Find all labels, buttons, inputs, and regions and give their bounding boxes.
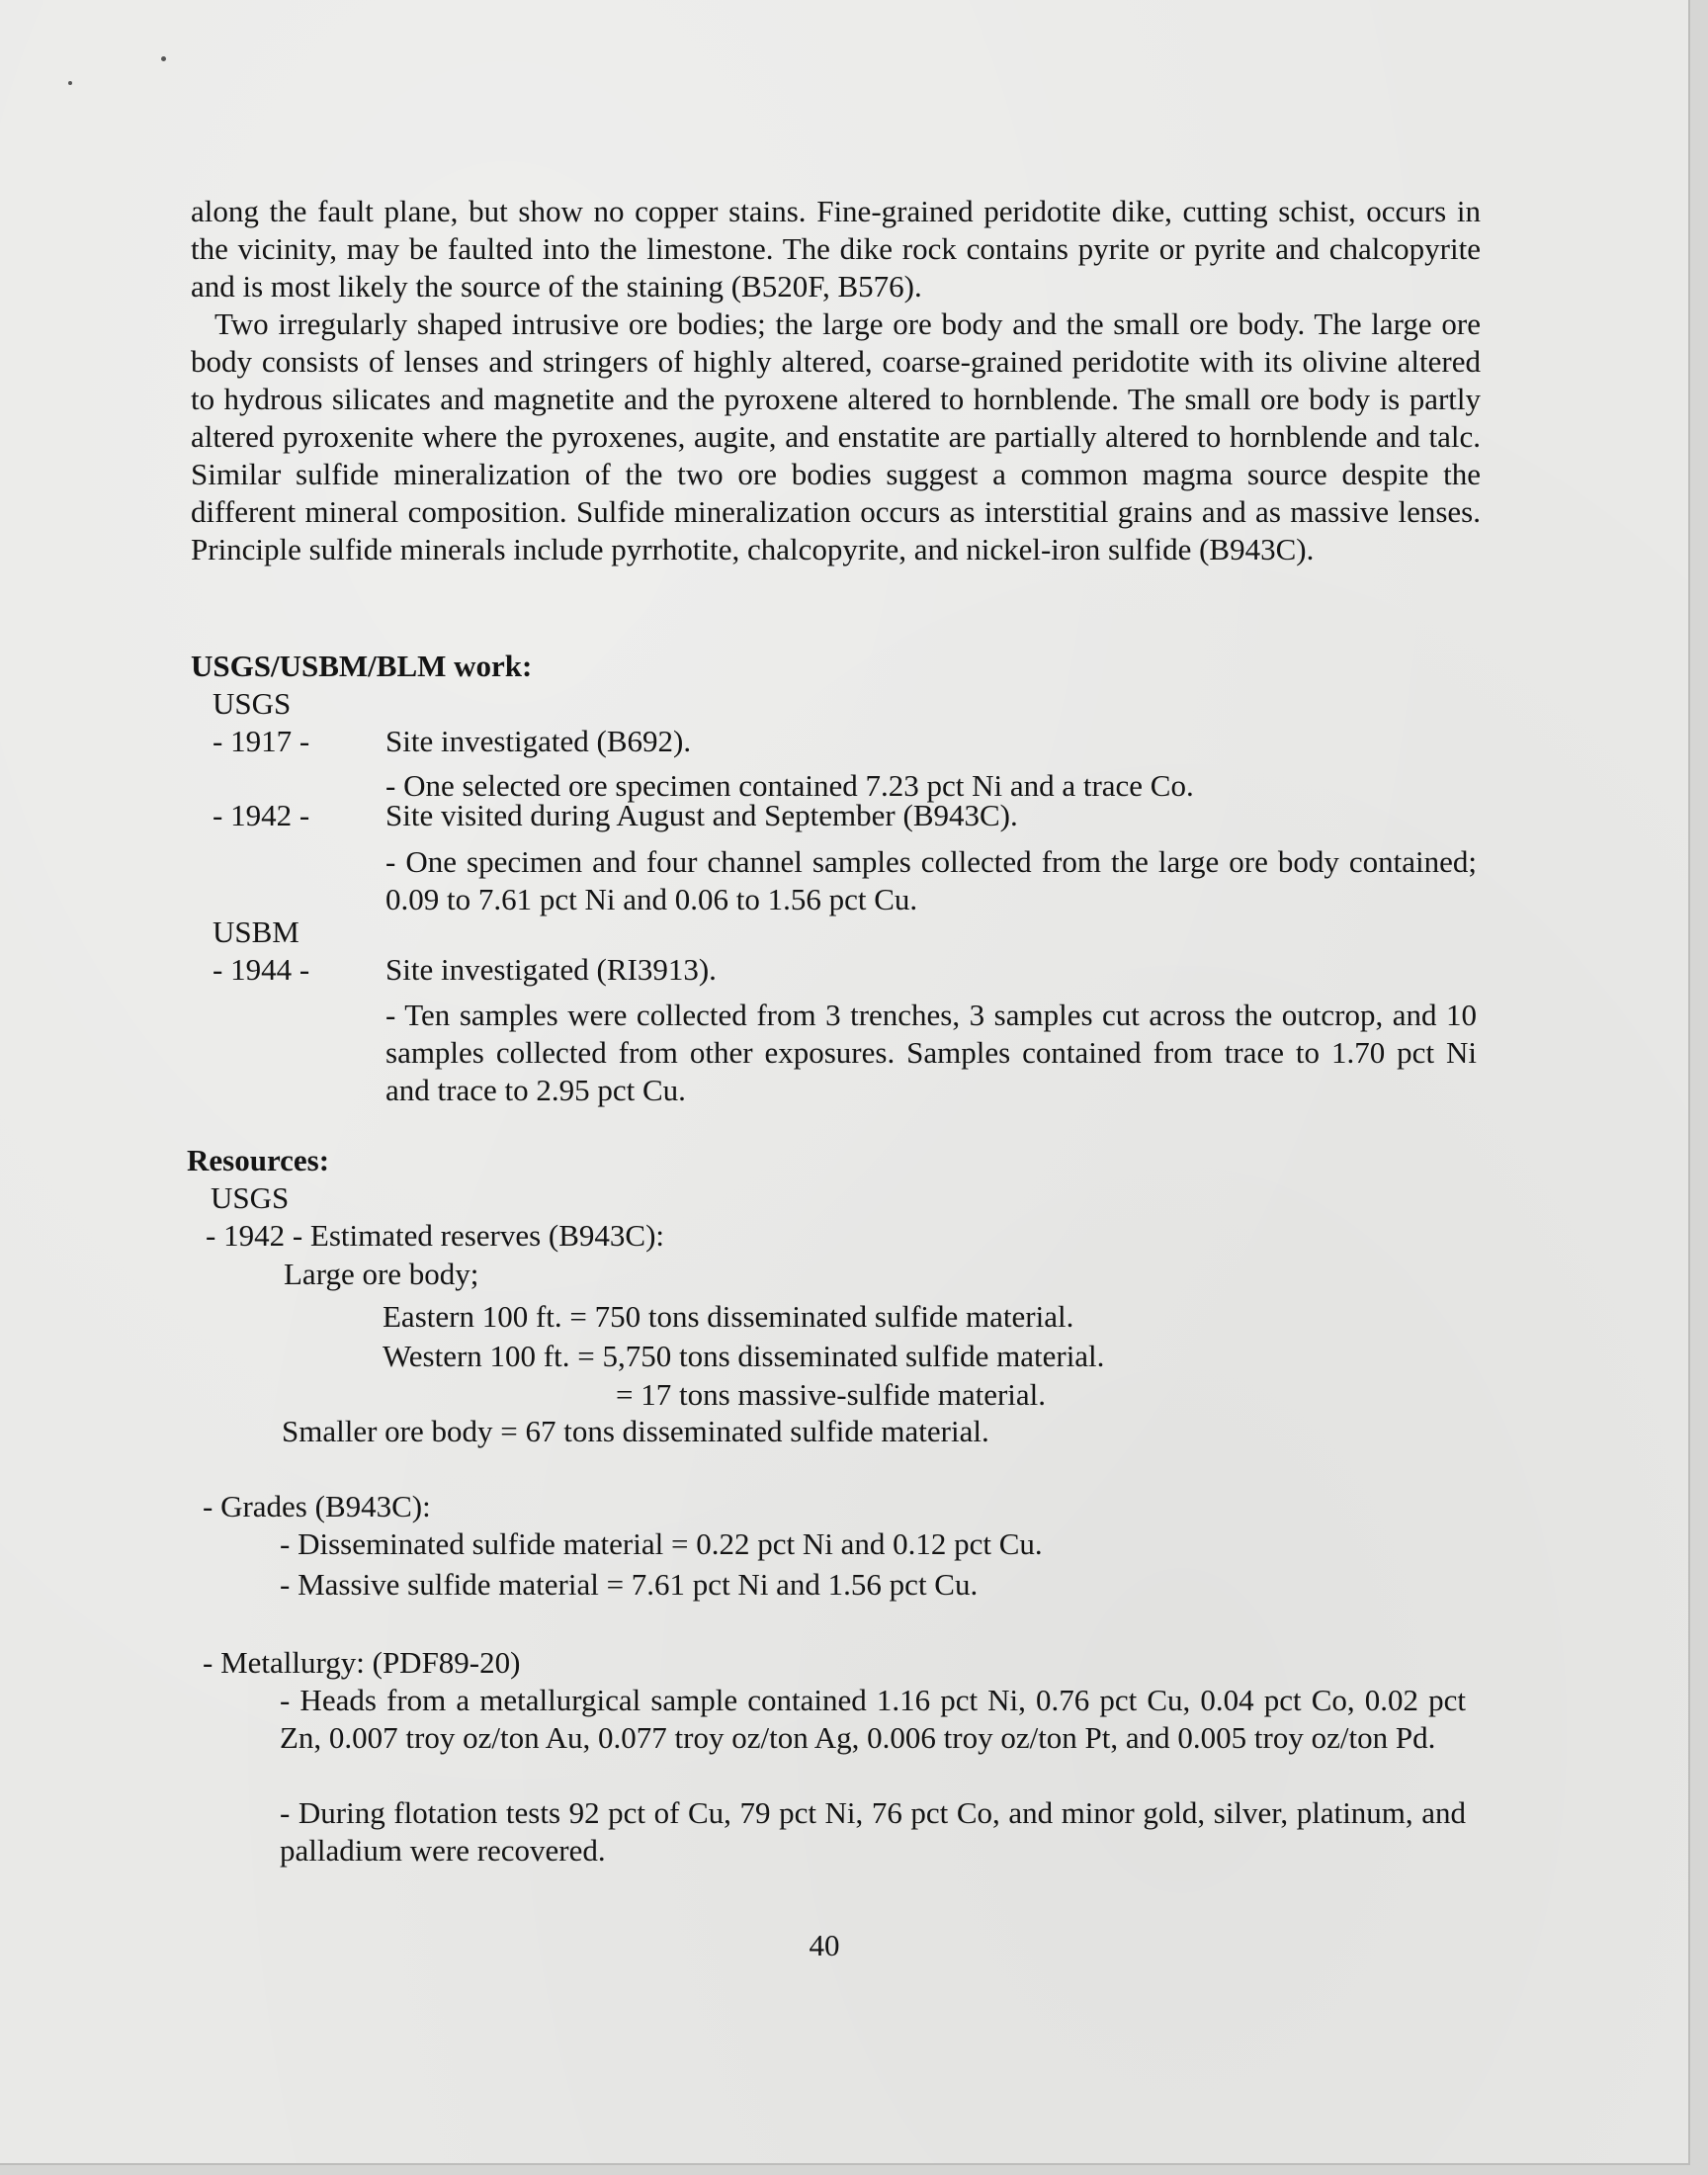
entry-1917-line-2: - One selected ore specimen contained 7.23 pct Ni and a trace Co. xyxy=(385,768,1194,803)
reserves-line: - 1942 - Estimated reserves (B943C): xyxy=(206,1218,665,1253)
entry-1942-line-2: - One specimen and four channel samples collected from the large ore body contained; 0.09 to 7.61 pct Ni and 0.06 to 1.56 pct Cu. xyxy=(385,844,1477,916)
eastern-reserve-line: Eastern 100 ft. = 750 tons disseminated sulfide material. xyxy=(383,1299,1074,1334)
entry-1917-line-1: Site investigated (B692). xyxy=(385,724,692,758)
entry-1917-year: - 1917 - xyxy=(213,724,310,758)
resources-usgs-label: USGS xyxy=(211,1180,290,1215)
metallurgy-flotation-paragraph: - During flotation tests 92 pct of Cu, 79 pct Ni, 76 pct Co, and minor gold, silver, platinum, and palladium were recovered. xyxy=(280,1795,1466,1868)
page-number: 40 xyxy=(809,1928,840,1962)
intro-paragraph-2: Two irregularly shaped intrusive ore bodies; the large ore body and the small ore body. The large ore body consists of lenses and stringers of highly altered, coarse-grained peridotite with its olivine altered to hydrous silicates and magnetite and the pyroxene altered to hornblende. The small ore body is partly altered pyroxenite where the pyroxenes, augite, and enstatite are partially altered to hornblende and talc. Similar sulfide mineralization of the two ore bodies suggest a common magma source despite the different mineral composition. Sulfide mineralization occurs as interstitial grains and as massive lenses. Principle sulfide minerals include pyrrhotite, chalcopyrite, and nickel-iron sulfide (B943C). xyxy=(191,306,1481,566)
grade-disseminated-line: - Disseminated sulfide material = 0.22 pct Ni and 0.12 pct Cu. xyxy=(280,1526,1043,1561)
entry-1942-year: - 1942 - xyxy=(213,798,310,832)
smaller-ore-body-line: Smaller ore body = 67 tons disseminated sulfide material. xyxy=(282,1414,989,1448)
metallurgy-label: - Metallurgy: (PDF89-20) xyxy=(203,1645,521,1680)
entry-1944-line-1: Site investigated (RI3913). xyxy=(385,952,717,987)
work-heading: USGS/USBM/BLM work: xyxy=(191,649,533,683)
entry-1942-line-1: Site visited during August and September (B943C). xyxy=(385,798,1018,832)
large-ore-body-label: Large ore body; xyxy=(284,1257,479,1291)
resources-heading: Resources: xyxy=(187,1143,330,1177)
entry-1944-year: - 1944 - xyxy=(213,952,310,987)
work-usbm-label: USBM xyxy=(213,914,299,949)
intro-section xyxy=(191,193,1481,568)
scan-speck xyxy=(161,56,166,61)
intro-paragraph-1: along the fault plane, but show no copper stains. Fine-grained peridotite dike, cutting schist, occurs in the vicinity, may be faulted into the limestone. The dike rock contains pyrite or pyrite and chalcopyrite and is most likely the source of the staining (B520F, B576). xyxy=(191,194,1481,304)
metallurgy-heads-paragraph: - Heads from a metallurgical sample contained 1.16 pct Ni, 0.76 pct Cu, 0.04 pct Co, 0.02 pct Zn, 0.007 troy oz/ton Au, 0.077 troy oz/ton Ag, 0.006 troy oz/ton Pt, and 0.005 troy oz/ton Pd. xyxy=(280,1683,1466,1755)
scan-speck xyxy=(68,81,72,85)
western-reserve-line: Western 100 ft. = 5,750 tons disseminated sulfide material. xyxy=(383,1339,1105,1373)
entry-1944-line-2: - Ten samples were collected from 3 trenches, 3 samples cut across the outcrop, and 10 samples collected from other exposures. Samples contained from trace to 1.70 pct Ni and trace to 2.95 pct Cu. xyxy=(385,998,1477,1107)
grades-label: - Grades (B943C): xyxy=(203,1489,431,1523)
grade-massive-line: - Massive sulfide material = 7.61 pct Ni and 1.56 pct Cu. xyxy=(280,1567,979,1602)
massive-reserve-line: = 17 tons massive-sulfide material. xyxy=(616,1377,1047,1412)
work-usgs-label: USGS xyxy=(213,686,292,721)
